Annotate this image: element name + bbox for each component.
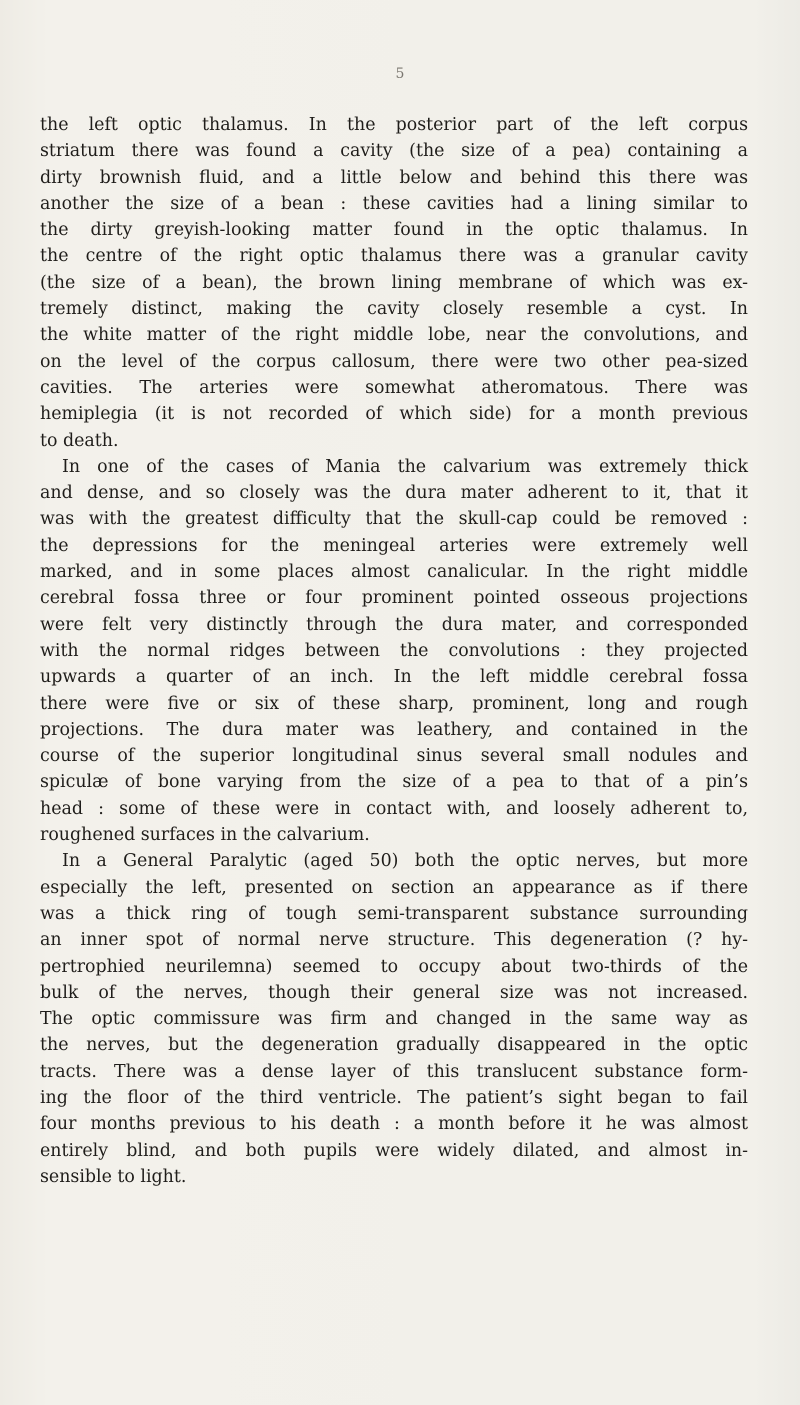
text-line: tremely distinct, making the cavity closely resemble a cyst. In [40, 299, 748, 320]
text-line: with the normal ridges between the convolutions : they projected [40, 640, 748, 661]
text-line: entirely blind, and both pupils were widely dilated, and almost in- [40, 1140, 748, 1161]
text-line: In a General Paralytic (aged 50) both the optic nerves, but more [62, 851, 748, 872]
text-line: striatum there was found a cavity (the size of a pea) containing a [40, 141, 748, 162]
text-line: ing the floor of the third ventricle. The patient’s sight began to fail [40, 1087, 748, 1108]
text-line: an inner spot of normal nerve structure. This degeneration (? hy- [40, 930, 748, 951]
text-line: the left optic thalamus. In the posterior part of the left corpus [40, 115, 748, 135]
body-text [40, 112, 748, 1190]
text-line: the depressions for the meningeal arteries were extremely well [40, 535, 748, 556]
text-line: roughened surfaces in the calvarium. [40, 825, 370, 846]
text-line: cavities. The arteries were somewhat atheromatous. There was [40, 377, 748, 398]
text-line: (the size of a bean), the brown lining membrane of which was ex- [40, 272, 748, 293]
text-line: were felt very distinctly through the dura mater, and corresponded [40, 614, 748, 635]
text-line: upwards a quarter of an inch. In the left middle cerebral fossa [40, 667, 748, 688]
text-line: and dense, and so closely was the dura mater adherent to it, that it [40, 483, 748, 504]
text-line: The optic commissure was firm and changed in the same way as [40, 1009, 748, 1030]
text-line: there were five or six of these sharp, prominent, long and rough [40, 693, 748, 714]
text-line: the centre of the right optic thalamus there was a granular cavity [40, 246, 748, 267]
text-line: cerebral fossa three or four prominent pointed osseous projections [40, 588, 748, 609]
text-line: spiculæ of bone varying from the size of a pea to that of a pin’s [40, 772, 748, 793]
text-line: was a thick ring of tough semi-transparent substance surrounding [40, 903, 748, 924]
text-line: sensible to light. [40, 1166, 187, 1187]
text-line: dirty brownish fluid, and a little below and behind this there was [40, 167, 748, 188]
text-line: to death. [40, 430, 119, 451]
text-line: four months previous to his death : a month before it he was almost [40, 1114, 748, 1135]
text-line: the white matter of the right middle lobe, near the convolutions, and [40, 325, 748, 346]
text-line: tracts. There was a dense layer of this translucent substance form- [40, 1061, 748, 1082]
text-line: In one of the cases of Mania the calvarium was extremely thick [62, 456, 748, 477]
text-line: projections. The dura mater was leathery, and contained in the [40, 719, 748, 740]
text-line: course of the superior longitudinal sinus several small nodules and [40, 746, 748, 767]
text-line: another the size of a bean : these cavities had a lining similar to [40, 193, 748, 214]
text-line: hemiplegia (it is not recorded of which side) for a month previous [40, 404, 748, 425]
text-line: bulk of the nerves, though their general size was not increased. [40, 982, 748, 1003]
text-line: head : some of these were in contact with, and loosely adherent to, [40, 798, 748, 819]
text-line: pertrophied neurilemna) seemed to occupy about two-thirds of the [40, 956, 748, 977]
text-line: especially the left, presented on section an appearance as if there [40, 877, 748, 898]
text-line: the nerves, but the degeneration gradually disappeared in the optic [40, 1035, 748, 1056]
text-line: was with the greatest difficulty that the skull-cap could be removed : [40, 509, 748, 530]
page-number: 5 [395, 66, 405, 82]
text-line: the dirty greyish-looking matter found in the optic thalamus. In [40, 220, 748, 241]
text-line: marked, and in some places almost canalicular. In the right middle [40, 562, 748, 583]
text-line: on the level of the corpus callosum, there were two other pea-sized [40, 351, 748, 372]
